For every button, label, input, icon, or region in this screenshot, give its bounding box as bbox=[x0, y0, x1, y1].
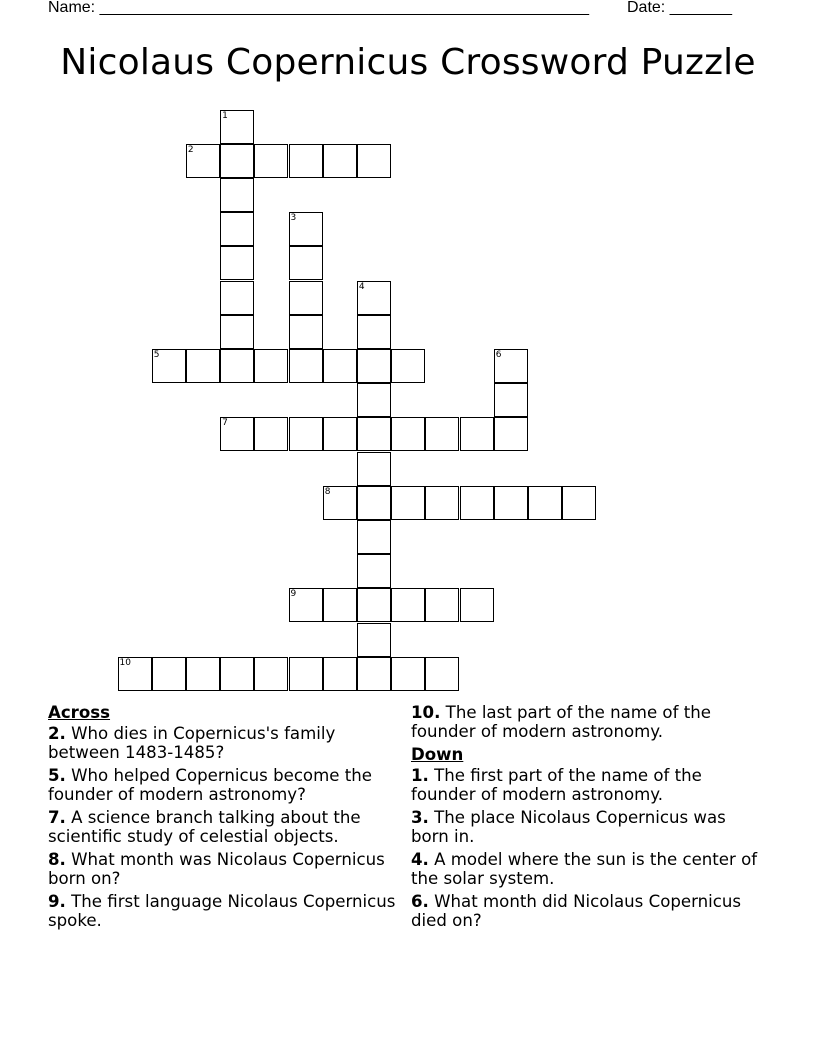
grid-cell[interactable] bbox=[528, 486, 562, 520]
clue-number-1: 1 bbox=[222, 110, 228, 121]
down-clue-3: 3. The place Nicolaus Copernicus was born in. bbox=[411, 808, 726, 846]
grid-cell[interactable] bbox=[289, 588, 323, 622]
down-clue-1: 1. The first part of the name of the founder of modern astronomy. bbox=[411, 766, 702, 804]
grid-cell[interactable] bbox=[323, 657, 357, 691]
grid-cell[interactable] bbox=[220, 349, 254, 383]
across-clue-2: 2. Who dies in Copernicus's family between 1483-1485? bbox=[48, 724, 336, 762]
grid-cell[interactable] bbox=[391, 588, 425, 622]
grid-cell[interactable] bbox=[357, 281, 391, 315]
grid-cell[interactable] bbox=[391, 349, 425, 383]
grid-cell[interactable] bbox=[425, 657, 459, 691]
grid-cell[interactable] bbox=[357, 588, 391, 622]
grid-cell[interactable] bbox=[186, 144, 220, 178]
grid-cell[interactable] bbox=[562, 486, 596, 520]
grid-cell[interactable] bbox=[254, 657, 288, 691]
grid-cell[interactable] bbox=[494, 417, 528, 451]
grid-cell[interactable] bbox=[220, 417, 254, 451]
grid-cell[interactable] bbox=[289, 657, 323, 691]
down-clue-6: 6. What month did Nicolaus Copernicus died on? bbox=[411, 892, 742, 930]
clue-number-9: 9 bbox=[290, 589, 297, 600]
grid-cell[interactable] bbox=[460, 588, 494, 622]
grid-cell[interactable] bbox=[254, 417, 288, 451]
grid-cell[interactable] bbox=[220, 657, 254, 691]
grid-cell[interactable] bbox=[494, 486, 528, 520]
grid-cell[interactable] bbox=[220, 212, 254, 246]
clue-number-3: 3 bbox=[290, 213, 297, 224]
grid-cell[interactable] bbox=[357, 623, 391, 657]
grid-cell[interactable] bbox=[357, 520, 391, 554]
grid-cell[interactable] bbox=[357, 657, 391, 691]
grid-cell[interactable] bbox=[323, 144, 357, 178]
grid-cell[interactable] bbox=[289, 417, 323, 451]
grid-cell[interactable] bbox=[254, 349, 288, 383]
grid-cell[interactable] bbox=[289, 144, 323, 178]
grid-cell[interactable] bbox=[494, 349, 528, 383]
grid-cell[interactable] bbox=[391, 657, 425, 691]
clue-number-10: 10 bbox=[119, 657, 131, 668]
grid-cell[interactable] bbox=[186, 349, 220, 383]
grid-cell[interactable] bbox=[152, 657, 186, 691]
grid-cell[interactable] bbox=[220, 178, 254, 212]
grid-cell[interactable] bbox=[357, 315, 391, 349]
grid-cell[interactable] bbox=[460, 417, 494, 451]
clue-number-8: 8 bbox=[324, 486, 331, 497]
across-heading: Across bbox=[48, 703, 111, 722]
grid-cell[interactable] bbox=[357, 417, 391, 451]
grid-cell[interactable] bbox=[357, 144, 391, 178]
grid-cell[interactable] bbox=[357, 349, 391, 383]
grid-cell[interactable] bbox=[391, 486, 425, 520]
grid-cell[interactable] bbox=[391, 417, 425, 451]
across-clue-5: 5. Who helped Copernicus become the founder of modern astronomy? bbox=[48, 766, 372, 804]
across-clue-8: 8. What month was Nicolaus Copernicus born on? bbox=[48, 850, 385, 888]
across-clue-7: 7. A science branch talking about the scientific study of celestial objects. bbox=[48, 808, 361, 846]
grid-cell[interactable] bbox=[323, 486, 357, 520]
grid-cell[interactable] bbox=[186, 657, 220, 691]
puzzle-title: Nicolaus Copernicus Crossword Puzzle bbox=[60, 42, 756, 83]
grid-cell[interactable] bbox=[289, 315, 323, 349]
grid-cell[interactable] bbox=[220, 315, 254, 349]
across-clue-9: 9. The first language Nicolaus Copernicus spoke. bbox=[48, 892, 396, 930]
grid-cell[interactable] bbox=[357, 486, 391, 520]
grid-cell[interactable] bbox=[425, 588, 459, 622]
grid-cell[interactable] bbox=[289, 212, 323, 246]
clues-left-column bbox=[48, 703, 398, 934]
grid-cell[interactable] bbox=[357, 554, 391, 588]
across-clue-10: 10. The last part of the name of the founder of modern astronomy. bbox=[411, 703, 711, 741]
grid-cell[interactable] bbox=[425, 417, 459, 451]
clue-number-6: 6 bbox=[495, 349, 502, 360]
grid-cell[interactable] bbox=[425, 486, 459, 520]
down-clue-4: 4. A model where the sun is the center of the solar system. bbox=[411, 850, 758, 888]
clue-number-2: 2 bbox=[187, 144, 194, 155]
name-field[interactable]: Name: _______________________________________________________ bbox=[48, 0, 589, 16]
clue-number-7: 7 bbox=[222, 418, 228, 429]
grid-cell[interactable] bbox=[289, 281, 323, 315]
grid-cell[interactable] bbox=[323, 588, 357, 622]
grid-cell[interactable] bbox=[118, 657, 152, 691]
clue-number-5: 5 bbox=[153, 349, 160, 360]
grid-cell[interactable] bbox=[289, 246, 323, 280]
clue-number-4: 4 bbox=[358, 281, 365, 292]
grid-cell[interactable] bbox=[220, 110, 254, 144]
grid-cell[interactable] bbox=[220, 281, 254, 315]
grid-cell[interactable] bbox=[220, 144, 254, 178]
down-heading: Down bbox=[411, 745, 464, 764]
clues-right-column bbox=[411, 703, 761, 934]
grid-cell[interactable] bbox=[323, 417, 357, 451]
grid-cell[interactable] bbox=[289, 349, 323, 383]
grid-cell[interactable] bbox=[220, 246, 254, 280]
grid-cell[interactable] bbox=[460, 486, 494, 520]
grid-cell[interactable] bbox=[357, 383, 391, 417]
grid-cell[interactable] bbox=[323, 349, 357, 383]
grid-cell[interactable] bbox=[357, 452, 391, 486]
grid-cell[interactable] bbox=[152, 349, 186, 383]
grid-cell[interactable] bbox=[254, 144, 288, 178]
date-field[interactable]: Date: _______ bbox=[627, 0, 732, 16]
grid-cell[interactable] bbox=[494, 383, 528, 417]
